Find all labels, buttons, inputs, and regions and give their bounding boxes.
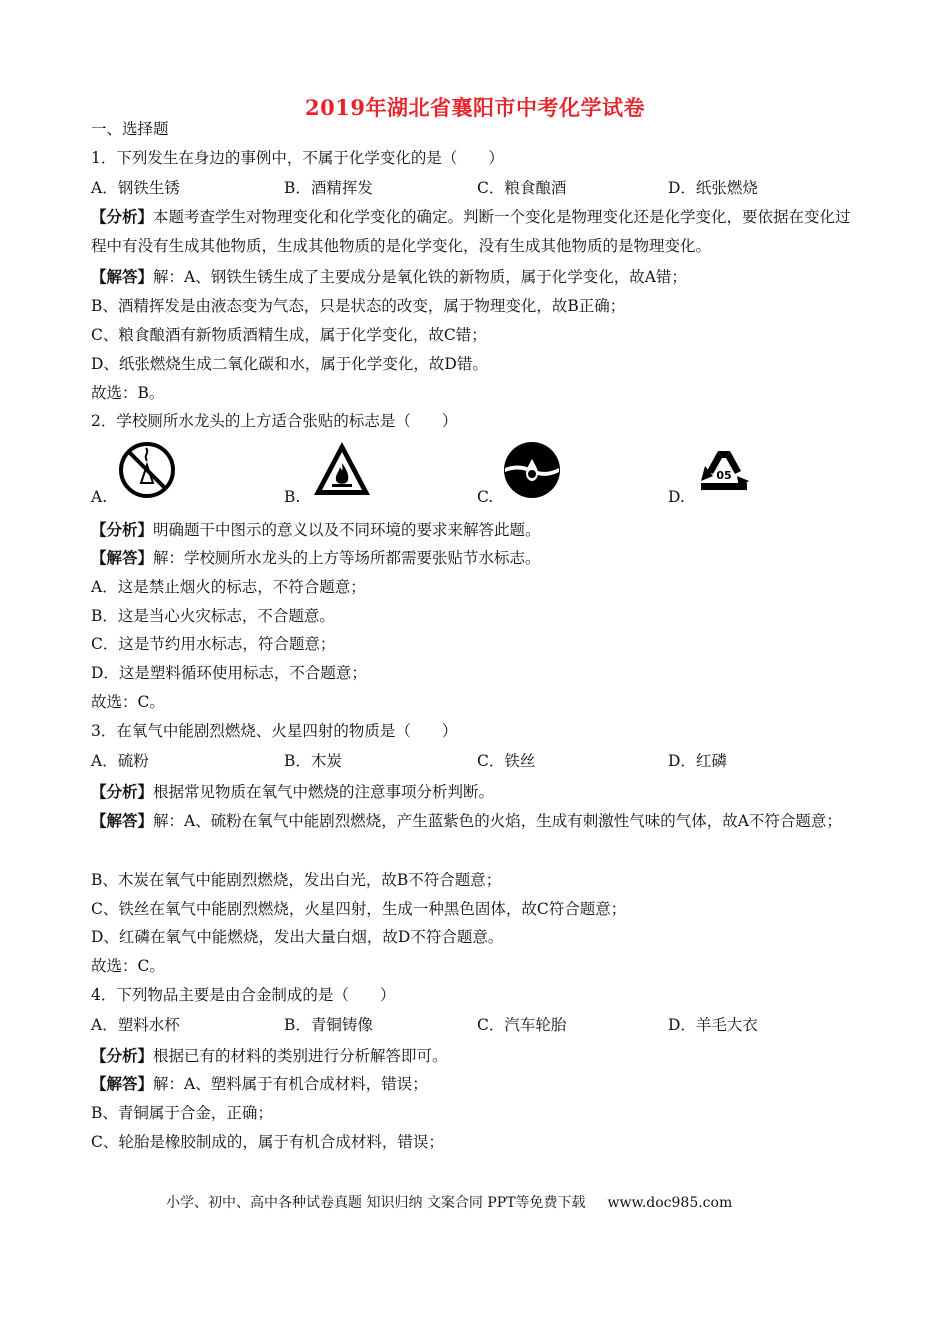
q4-analysis (91, 1045, 448, 1067)
q3-option-b: B．木炭 (284, 752, 342, 770)
answer-tag: 【解答】 (91, 811, 154, 830)
q4-stem: 4．下列物品主要是由合金制成的是（ ） (91, 986, 396, 1004)
q1-answer-3: C、粮食酿酒有新物质酒精生成，属于化学变化，故C错； (91, 326, 487, 344)
q2-answer-5: D．这是塑料循环使用标志，不合题意； (91, 664, 367, 682)
plastic-recycle-sign-icon (693, 439, 755, 501)
q2-stem: 2．学校厕所水龙头的上方适合张贴的标志是（ ） (91, 412, 458, 430)
fire-warning-sign-icon (311, 439, 373, 501)
q3-option-c: C．铁丝 (477, 752, 536, 770)
q2-choice: 故选：C。 (91, 693, 165, 711)
q2-option-a: A. (91, 488, 108, 506)
q2-answer-2: A．这是禁止烟火的标志，不符合题意； (91, 578, 366, 596)
q3-answer-text: 解：A、硫粉在氧气中能剧烈燃烧，产生蓝紫色的火焰，生成有刺激性气味的气体，故A不符合题意； (153, 812, 842, 830)
q3-analysis (91, 781, 494, 803)
q4-option-a: A．塑料水杯 (91, 1016, 180, 1034)
q4-option-b: B．青铜铸像 (284, 1016, 373, 1034)
analysis-tag: 【分析】 (91, 1046, 154, 1065)
footer-link[interactable]: www.doc985.com (607, 1195, 733, 1211)
q3-answer-4: D、红磷在氧气中能燃烧，发出大量白烟，故D不符合题意。 (91, 928, 504, 946)
q3-analysis-text: 根据常见物质在氧气中燃烧的注意事项分析判断。 (153, 783, 495, 801)
q4-analysis-text: 根据已有的材料的类别进行分析解答即可。 (153, 1047, 448, 1065)
q2-option-d: D. (668, 488, 685, 506)
analysis-tag: 【分析】 (91, 782, 154, 801)
q1-option-d: D．纸张燃烧 (668, 179, 758, 197)
q3-answer-3: C、铁丝在氧气中能剧烈燃烧，火星四射，生成一种黑色固体，故C符合题意； (91, 900, 627, 918)
q1-choice: 故选：B。 (91, 384, 165, 402)
exam-title: 2019年湖北省襄阳市中考化学试卷 (305, 95, 645, 120)
q4-answer-3: C、轮胎是橡胶制成的，属于有机合成材料，错误； (91, 1133, 444, 1151)
answer-tag: 【解答】 (91, 1074, 154, 1093)
q3-choice: 故选：C。 (91, 957, 165, 975)
q4-answer-2: B、青铜属于合金，正确； (91, 1104, 273, 1122)
q2-answer-1 (91, 547, 541, 569)
footer-text: 小学、初中、高中各种试卷真题 知识归纳 文案合同 PPT等免费下载 (166, 1195, 586, 1211)
q2-answer-4: C．这是节约用水标志，符合题意； (91, 635, 336, 653)
q1-analysis (91, 202, 851, 261)
q2-analysis (91, 519, 541, 541)
q2-answer-3: B．这是当心火灾标志，不合题意。 (91, 607, 335, 625)
q3-option-a: A．硫粉 (91, 752, 149, 770)
q3-stem: 3．在氧气中能剧烈燃烧、火星四射的物质是（ ） (91, 722, 458, 740)
no-fire-sign-icon (116, 439, 178, 501)
section-heading: 一、选择题 (91, 120, 169, 138)
q2-option-b: B. (284, 488, 301, 506)
q3-option-d: D．红磷 (668, 752, 727, 770)
q2-answer-text: 解：学校厕所水龙头的上方等场所都需要张贴节水标志。 (153, 549, 541, 567)
q1-option-c: C．粮食酿酒 (477, 179, 567, 197)
answer-tag: 【解答】 (91, 267, 154, 286)
analysis-tag: 【分析】 (91, 520, 154, 539)
answer-tag: 【解答】 (91, 548, 154, 567)
q1-answer-4: D、纸张燃烧生成二氧化碳和水，属于化学变化，故D错。 (91, 355, 488, 373)
q3-answer-1 (91, 806, 851, 836)
q1-answer-1 (91, 266, 687, 288)
q2-option-c: C. (477, 488, 494, 506)
q4-answer-1 (91, 1073, 428, 1095)
q4-option-c: C．汽车轮胎 (477, 1016, 567, 1034)
q1-answer-2: B、酒精挥发是由液态变为气态，只是状态的改变，属于物理变化，故B正确； (91, 297, 626, 315)
q1-option-b: B．酒精挥发 (284, 179, 373, 197)
q4-option-d: D．羊毛大衣 (668, 1016, 758, 1034)
q1-option-a: A．钢铁生锈 (91, 179, 180, 197)
q1-stem: 1．下列发生在身边的事例中，不属于化学变化的是（ ） (91, 149, 504, 167)
analysis-tag: 【分析】 (91, 207, 154, 226)
q1-answer-text: 解：A、钢铁生锈生成了主要成分是氧化铁的新物质，属于化学变化，故A错； (153, 268, 687, 286)
q1-analysis-text: 本题考查学生对物理变化和化学变化的确定。判断一个变化是物理变化还是化学变化，要依据在变化过程中有没有生成其他物质，生成其他物质的是化学变化，没有生成其他物质的是物理变化。 (91, 208, 851, 255)
q3-answer-2: B、木炭在氧气中能剧烈燃烧，发出白光，故B不符合题意； (91, 871, 502, 889)
q4-answer-text: 解：A、塑料属于有机合成材料，错误； (153, 1075, 428, 1093)
q2-analysis-text: 明确题干中图示的意义以及不同环境的要求来解答此题。 (153, 521, 541, 539)
water-saving-sign-icon (501, 439, 563, 501)
page-footer (166, 1192, 732, 1212)
recycle-code: 05 (716, 469, 732, 482)
